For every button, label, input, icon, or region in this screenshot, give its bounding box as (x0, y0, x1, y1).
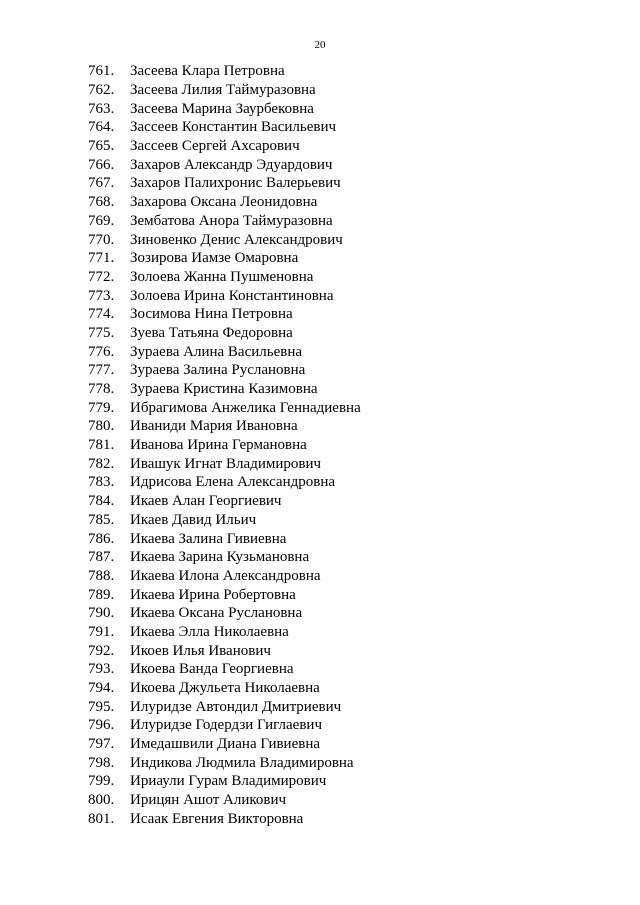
item-number: 797. (88, 736, 115, 753)
list-item (88, 193, 361, 212)
item-name: Икаева Оксана Руслановна (130, 605, 303, 622)
list-item (88, 174, 361, 193)
item-number: 771. (88, 250, 115, 267)
list-item (88, 137, 361, 156)
list-item (88, 810, 361, 829)
list-item (88, 361, 361, 380)
item-number: 762. (88, 82, 115, 99)
list-item (88, 380, 361, 399)
item-number: 799. (88, 773, 115, 790)
item-name: Илуридзе Автондил Дмитриевич (130, 698, 342, 715)
item-name: Зембатова Анора Таймуразовна (130, 212, 333, 229)
item-name: Идрисова Елена Александровна (130, 474, 335, 491)
list-item (88, 567, 361, 586)
item-name: Захаров Палихронис Валерьевич (130, 175, 341, 192)
item-number: 792. (88, 642, 115, 659)
list-item (88, 604, 361, 623)
list-item (88, 660, 361, 679)
item-name: Индикова Людмила Владимировна (130, 754, 354, 771)
item-number: 791. (88, 623, 115, 640)
list-item (88, 735, 361, 754)
list-item (88, 585, 361, 604)
item-name: Захаров Александр Эдуардович (130, 156, 333, 173)
item-name: Икаева Ирина Робертовна (130, 586, 296, 603)
item-name: Икоева Джульета Николаевна (130, 680, 320, 697)
item-number: 766. (88, 156, 115, 173)
list-item (88, 212, 361, 231)
item-name: Ириаули Гурам Владимирович (130, 773, 327, 790)
item-number: 781. (88, 437, 115, 454)
item-number: 778. (88, 381, 115, 398)
item-name: Икоева Ванда Георгиевна (130, 661, 294, 678)
list-item (88, 492, 361, 511)
item-name: Зассеев Константин Васильевич (130, 119, 337, 136)
list-item (88, 99, 361, 118)
list-item (88, 511, 361, 530)
item-number: 796. (88, 717, 115, 734)
item-name: Зосимова Нина Петровна (130, 306, 293, 323)
item-number: 763. (88, 100, 115, 117)
item-number: 774. (88, 306, 115, 323)
item-number: 786. (88, 530, 115, 547)
item-number: 788. (88, 567, 115, 584)
item-name: Зураева Залина Руслановна (130, 362, 306, 379)
item-name: Ибрагимова Анжелика Геннадиевна (130, 399, 361, 416)
list-item (88, 62, 361, 81)
list-item (88, 697, 361, 716)
list-item (88, 473, 361, 492)
list-item (88, 324, 361, 343)
list-item (88, 791, 361, 810)
item-name: Икаева Илона Александровна (130, 567, 321, 584)
item-name: Ивашук Игнат Владимирович (130, 455, 322, 472)
item-number: 765. (88, 138, 115, 155)
item-number: 800. (88, 792, 115, 809)
item-name: Зассеев Сергей Ахсарович (130, 138, 300, 155)
item-number: 784. (88, 493, 115, 510)
page-number: 20 (314, 39, 326, 51)
item-name: Икаев Давид Ильич (130, 511, 257, 528)
item-number: 794. (88, 680, 115, 697)
item-name: Имедашвили Диана Гивиевна (130, 736, 321, 753)
item-name: Зозирова Иамзе Омаровна (130, 250, 299, 267)
item-name: Икаева Зарина Кузьмановна (130, 549, 310, 566)
item-number: 776. (88, 343, 115, 360)
item-name: Икаева Элла Николаевна (130, 623, 289, 640)
item-number: 787. (88, 549, 115, 566)
item-number: 773. (88, 287, 115, 304)
list-item (88, 679, 361, 698)
item-number: 793. (88, 661, 115, 678)
item-name: Иваниди Мария Ивановна (130, 418, 298, 435)
list-item (88, 249, 361, 268)
item-number: 769. (88, 212, 115, 229)
item-name: Зуева Татьяна Федоровна (130, 324, 293, 341)
item-name: Икаева Залина Гивиевна (130, 530, 287, 547)
item-number: 764. (88, 119, 115, 136)
item-number: 789. (88, 586, 115, 603)
name-list (88, 62, 361, 828)
item-name: Засеева Лилия Таймуразовна (130, 82, 316, 99)
list-item (88, 230, 361, 249)
list-item (88, 772, 361, 791)
item-number: 782. (88, 455, 115, 472)
item-number: 780. (88, 418, 115, 435)
list-item (88, 417, 361, 436)
item-number: 761. (88, 63, 115, 80)
item-name: Илуридзе Годердзи Гиглаевич (130, 717, 322, 734)
item-name: Зиновенко Денис Александрович (130, 231, 343, 248)
list-item (88, 286, 361, 305)
item-number: 779. (88, 399, 115, 416)
item-name: Зураева Алина Васильевна (130, 343, 303, 360)
list-item (88, 305, 361, 324)
item-name: Зураева Кристина Казимовна (130, 381, 318, 398)
item-number: 775. (88, 324, 115, 341)
item-number: 783. (88, 474, 115, 491)
item-number: 770. (88, 231, 115, 248)
item-number: 777. (88, 362, 115, 379)
list-item (88, 753, 361, 772)
item-name: Захарова Оксана Леонидовна (130, 194, 318, 211)
item-name: Икоев Илья Иванович (130, 642, 271, 659)
list-item (88, 155, 361, 174)
list-item (88, 623, 361, 642)
item-name: Золоева Ирина Константиновна (130, 287, 334, 304)
item-number: 790. (88, 605, 115, 622)
list-item (88, 529, 361, 548)
item-name: Ирицян Ашот Аликович (130, 792, 287, 809)
item-name: Засеева Марина Заурбековна (130, 100, 314, 117)
list-item (88, 268, 361, 287)
item-number: 795. (88, 698, 115, 715)
list-item (88, 118, 361, 137)
item-number: 768. (88, 194, 115, 211)
list-item (88, 436, 361, 455)
list-item (88, 454, 361, 473)
item-number: 801. (88, 810, 115, 827)
list-item (88, 342, 361, 361)
item-name: Засеева Клара Петровна (130, 63, 285, 80)
item-number: 798. (88, 754, 115, 771)
list-item (88, 641, 361, 660)
list-item (88, 548, 361, 567)
item-number: 772. (88, 268, 115, 285)
list-item (88, 398, 361, 417)
list-item (88, 716, 361, 735)
list-item (88, 81, 361, 100)
item-name: Исаак Евгения Викторовна (130, 810, 304, 827)
item-name: Иванова Ирина Германовна (130, 437, 307, 454)
item-name: Икаев Алан Георгиевич (130, 493, 282, 510)
item-number: 767. (88, 175, 115, 192)
item-number: 785. (88, 511, 115, 528)
item-name: Золоева Жанна Пушменовна (130, 268, 314, 285)
